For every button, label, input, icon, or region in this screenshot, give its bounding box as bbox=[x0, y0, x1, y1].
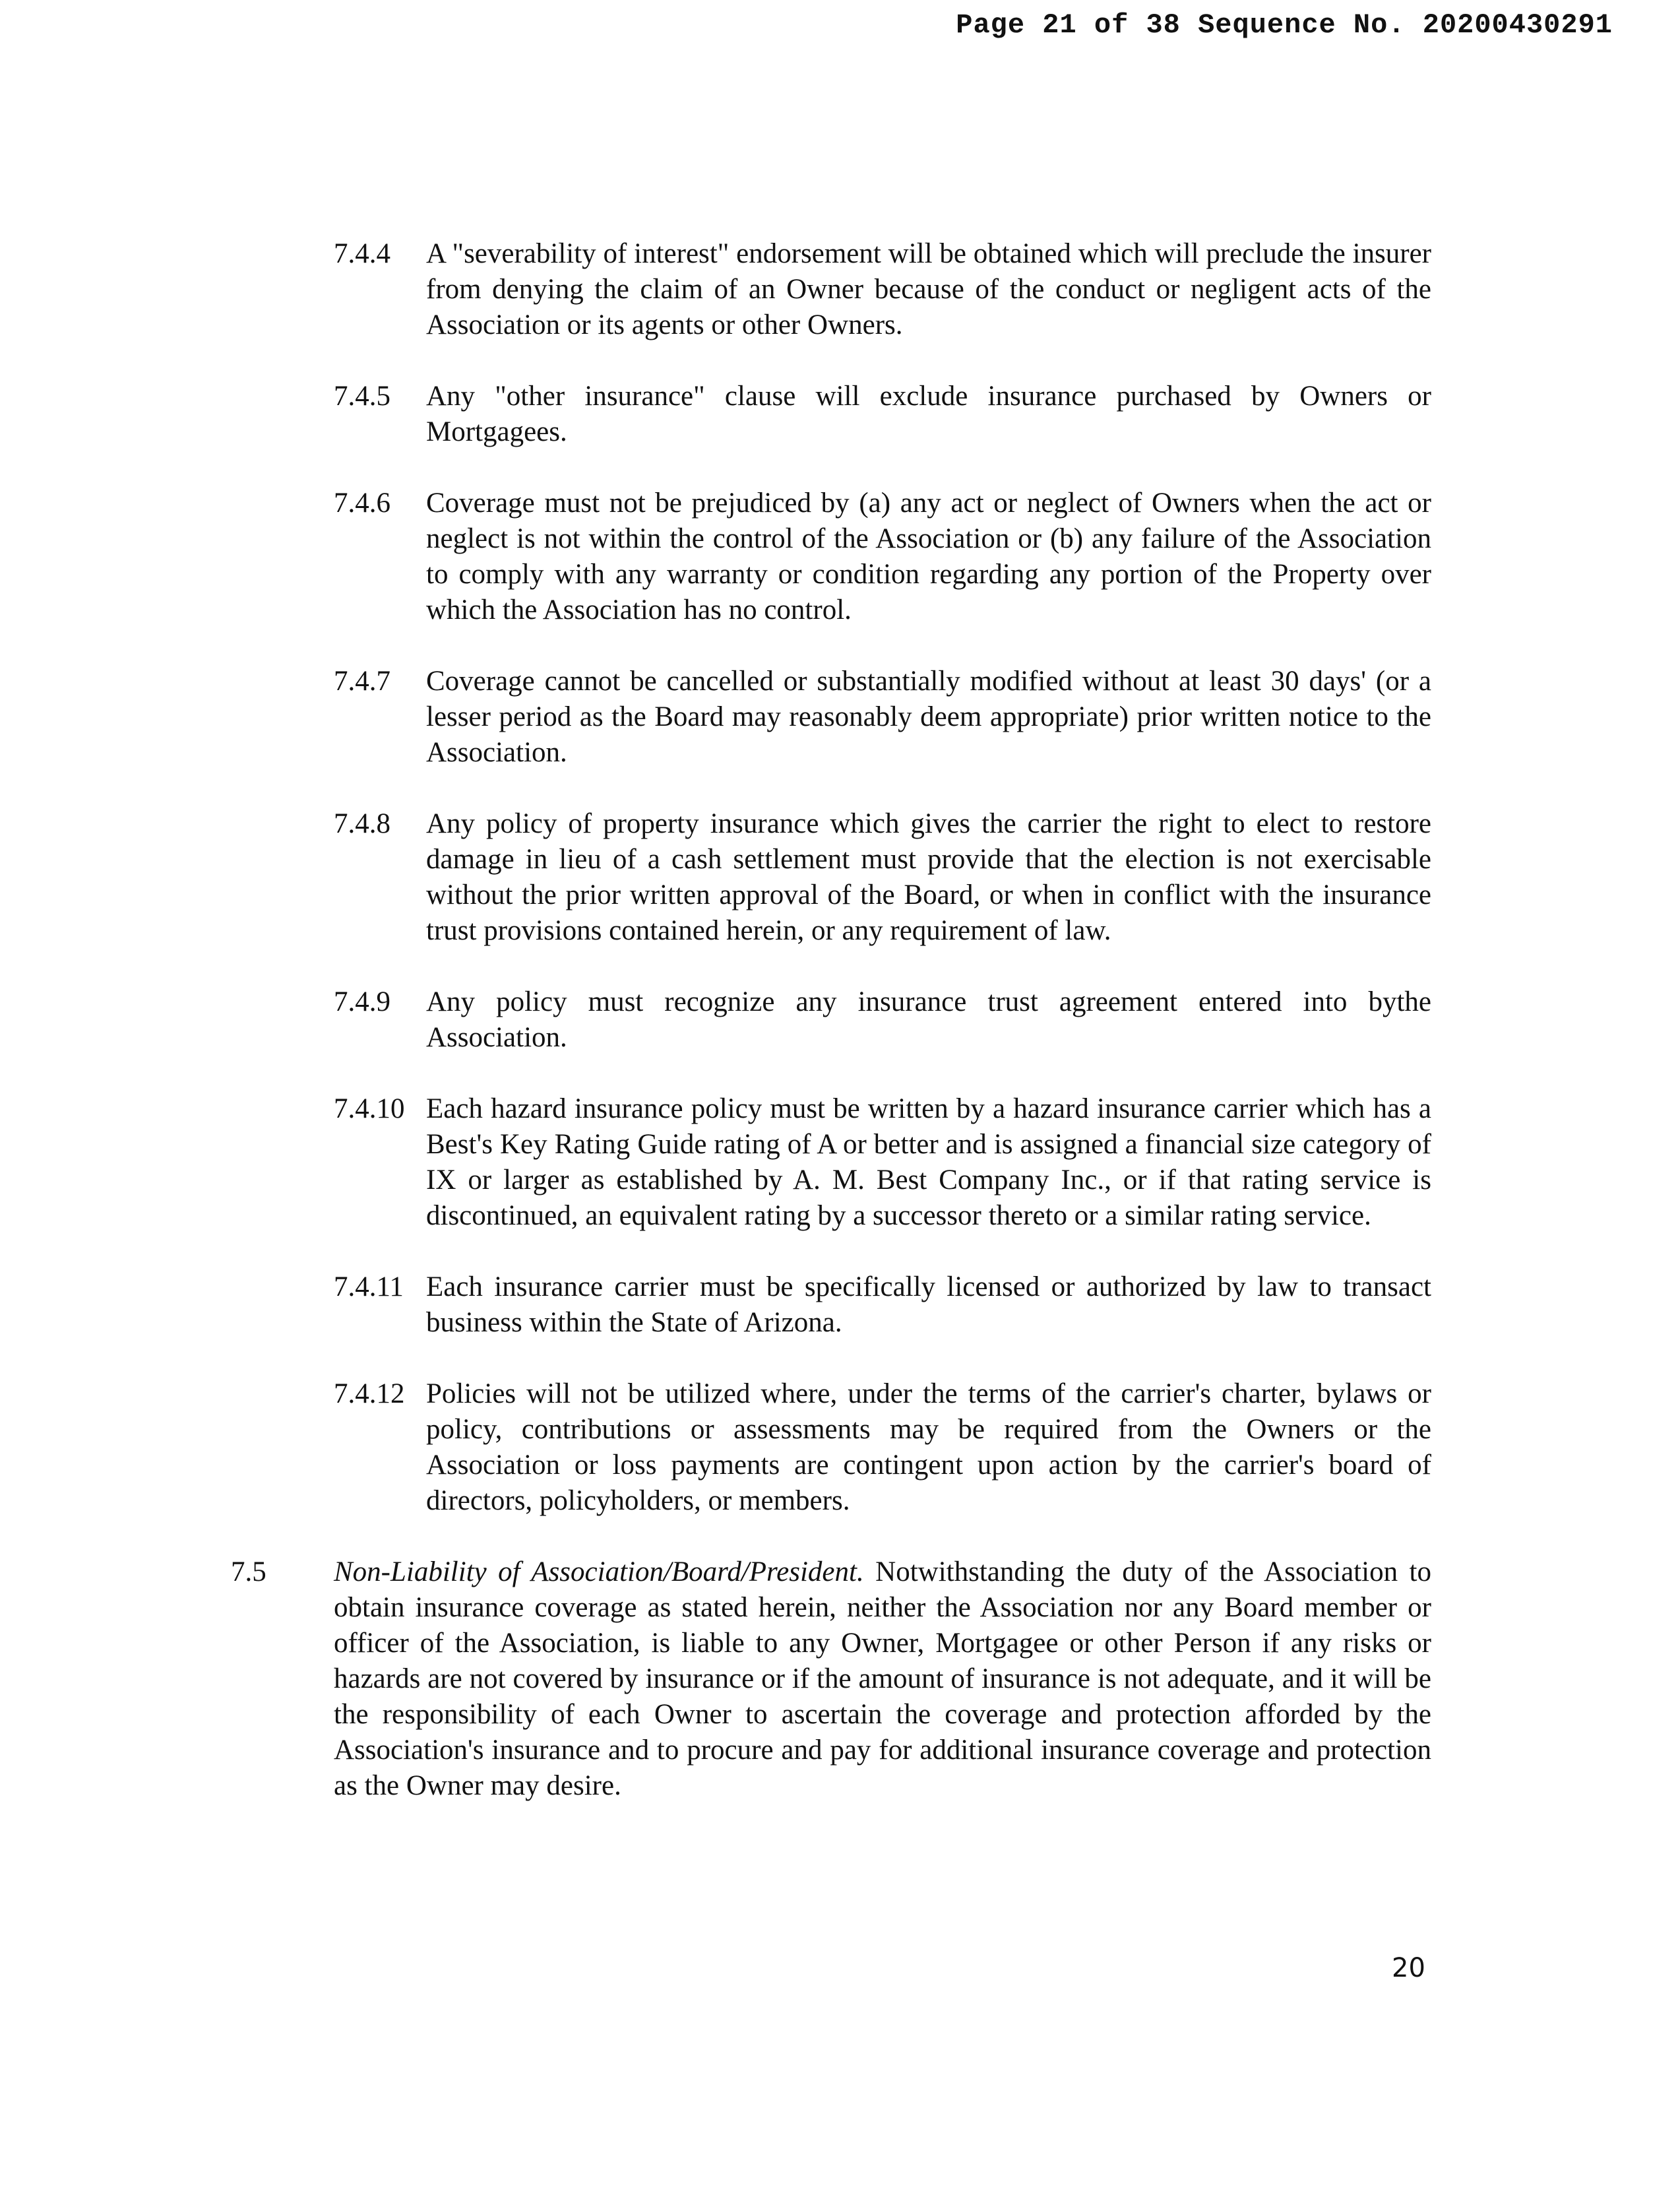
section-text: Notwithstanding the duty of the Association to obtain insurance coverage as stated herein, neither the Association nor any Board member or officer of the Association, is liable to any Owner, Mortgagee or other Person if any risks or hazards are not covered by insurance or if the amount of insurance is not adequate, and it will be the responsibility of each Owner to ascertain the coverage and protection afforded by the Association's insurance and to procure and pay for additional insurance coverage and protection as the Owner may desire. bbox=[334, 1556, 1431, 1801]
subsection-text: Each hazard insurance policy must be written by a hazard insurance carrier which has a Best's Key Rating Guide rating of A or better and is assigned a financial size category of IX or larger as established by A. M. Best Company Inc., or if that rating service is discontinued, an equivalent rating by a successor thereto or a similar rating service. bbox=[426, 1093, 1431, 1231]
subsection-number: 7.4.7 bbox=[334, 666, 390, 697]
subsection-number: 7.4.12 bbox=[334, 1378, 405, 1409]
section-number: 7.5 bbox=[231, 1556, 266, 1587]
subsection-text: Coverage cannot be cancelled or substantially modified without at least 30 days' (or a lesser period as the Board may reasonably deem appropriate) prior written notice to the Association. bbox=[426, 666, 1431, 768]
subsection-7-4-9 bbox=[231, 984, 1431, 1056]
subsection-7-4-10 bbox=[231, 1091, 1431, 1234]
page-number: 20 bbox=[1392, 1953, 1425, 1983]
subsection-7-4-11 bbox=[231, 1269, 1431, 1341]
subsection-text: Any "other insurance" clause will exclude insurance purchased by Owners or Mortgagees. bbox=[426, 381, 1431, 447]
subsection-text: Policies will not be utilized where, under the terms of the carrier's charter, bylaws or policy, contributions or assessments may be required from the Owners or the Association or loss payments are contingent upon action by the carrier's board of directors, policyholders, or members. bbox=[426, 1378, 1431, 1516]
subsection-number: 7.4.5 bbox=[334, 381, 390, 412]
subsection-number: 7.4.10 bbox=[334, 1093, 405, 1124]
subsection-text: Each insurance carrier must be specifically licensed or authorized by law to transact business within the State of Arizona. bbox=[426, 1271, 1431, 1338]
section-7-5 bbox=[231, 1554, 1431, 1804]
subsection-7-4-6 bbox=[231, 486, 1431, 628]
subsection-text: Coverage must not be prejudiced by (a) any act or neglect of Owners when the act or neglect is not within the control of the Association or (b) any failure of the Association to comply with any warranty or condition regarding any portion of the Property over which the Association has no control. bbox=[426, 488, 1431, 625]
document-body bbox=[231, 236, 1431, 1804]
subsection-7-4-8 bbox=[231, 806, 1431, 949]
subsection-text: Any policy must recognize any insurance trust agreement entered into bythe Association. bbox=[426, 986, 1431, 1053]
subsection-text: A "severability of interest" endorsement will be obtained which will preclude the insurer from denying the claim of an Owner because of the conduct or negligent acts of the Association or its agents or other Owners. bbox=[426, 238, 1431, 340]
section-title: Non-Liability of Association/Board/President. bbox=[334, 1556, 864, 1587]
subsection-text: Any policy of property insurance which gives the carrier the right to elect to restore damage in lieu of a cash settlement must provide that the election is not exercisable without the prior written approval of the Board, or when in conflict with the insurance trust provisions contained herein, or any requirement of law. bbox=[426, 808, 1431, 946]
subsection-number: 7.4.8 bbox=[334, 808, 390, 839]
subsection-number: 7.4.9 bbox=[334, 986, 390, 1017]
recording-header: Page 21 of 38 Sequence No. 20200430291 bbox=[956, 9, 1613, 41]
subsection-number: 7.4.11 bbox=[334, 1271, 404, 1302]
subsection-7-4-5 bbox=[231, 379, 1431, 450]
subsection-7-4-7 bbox=[231, 664, 1431, 771]
subsection-7-4-4 bbox=[231, 236, 1431, 343]
subsection-number: 7.4.6 bbox=[334, 488, 390, 519]
subsection-number: 7.4.4 bbox=[334, 238, 390, 269]
subsection-7-4-12 bbox=[231, 1376, 1431, 1519]
